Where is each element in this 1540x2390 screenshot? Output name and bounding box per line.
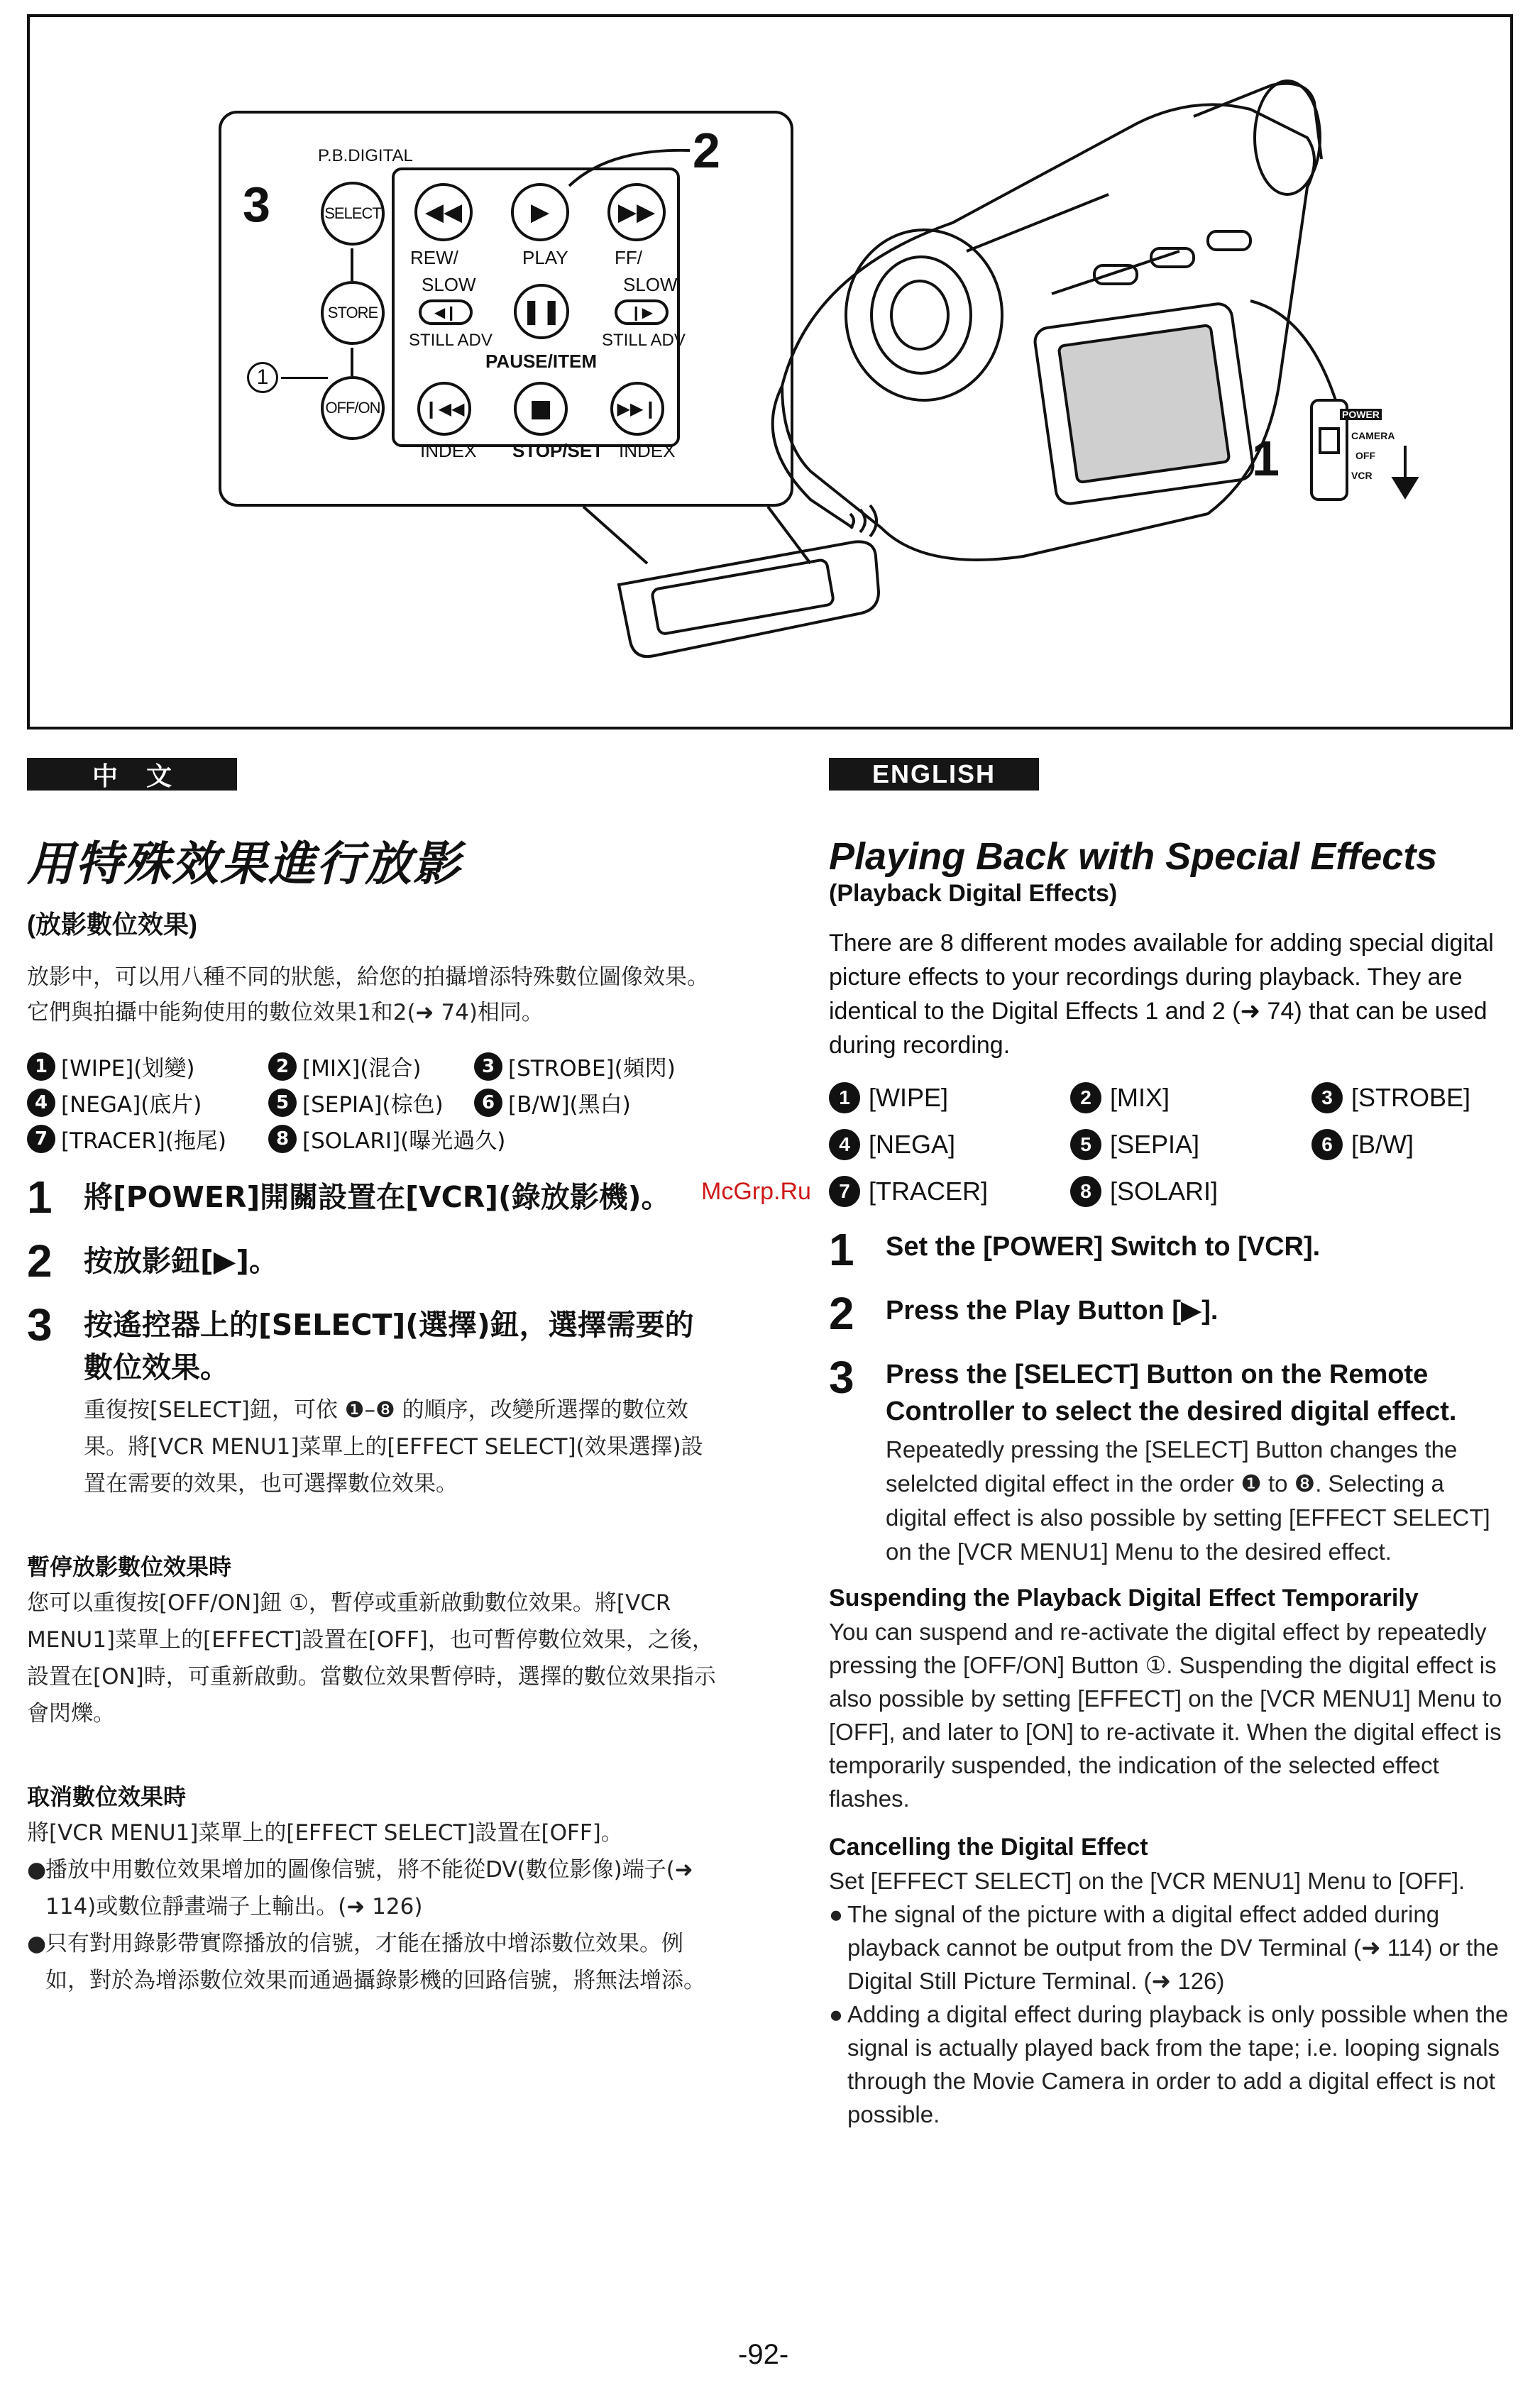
effect-item: 4 [NEGA] [829, 1129, 1070, 1160]
ff-label: FF/ [615, 247, 642, 268]
effect-item: 6 [B/W] [1311, 1129, 1510, 1160]
chinese-column [27, 758, 722, 1999]
callout-1: 1 [1252, 431, 1280, 486]
play-label: PLAY [522, 247, 568, 268]
effect-item: 3 [STROBE](頻閃) [474, 1050, 708, 1082]
effect-item: 1 [WIPE] [829, 1082, 1070, 1113]
subtitle-zh: (放影數位效果) [27, 910, 197, 939]
lang-label-en: ENGLISH [829, 758, 1039, 791]
index-left-label: INDEX [420, 440, 477, 461]
cancel-body-en: Set [EFFECT SELECT] on the [VCR MENU1] Menu to [OFF]. [829, 1868, 1465, 1894]
pause-item-label: PAUSE/ITEM [485, 351, 597, 372]
camera-illustration [30, 17, 1513, 729]
callout-2: 2 [693, 123, 720, 178]
effect-item: 8 [SOLARI] [1070, 1176, 1311, 1207]
effect-item: 5 [SEPIA] [1070, 1129, 1311, 1160]
skip-back-icon: ❙◀◀ [424, 399, 465, 419]
page-title-zh: 用特殊效果進行放影 [27, 837, 461, 891]
suspend-heading-en: Suspending the Playback Digital Effect Temporarily [829, 1585, 1419, 1612]
effect-item: 6 [B/W](黑白) [474, 1086, 708, 1118]
circled-one-callout: 1 [247, 362, 328, 393]
effects-list-zh [27, 1050, 722, 1155]
step-2-en: 2 Press the Play Button [▶]. [829, 1288, 1219, 1339]
power-label: POWER [1340, 409, 1382, 420]
step-2-zh: 2 按放影鈕[▶]。 [27, 1235, 279, 1287]
index-right-label: INDEX [619, 440, 676, 461]
effect-item: 8 [SOLARI](曝光過久) [268, 1123, 474, 1155]
step-back-icon: ◀❙ [434, 304, 458, 321]
stop-set-label: STOP/SET [512, 440, 604, 461]
effect-item: 3 [STROBE] [1311, 1082, 1510, 1113]
still-adv-right-label: STILL ADV [602, 331, 686, 350]
effects-list-en [829, 1082, 1510, 1207]
note-bullet-en: ● The signal of the picture with a digital effect added during playback cannot be output from the DV Terminal (➜ 114) or the Digital Still Picture Terminal. (➜ 126) [829, 1901, 1499, 1994]
step-3-zh: 3 按遙控器上的[SELECT](選擇)鈕，選擇需要的數位效果。 重復按[SELECT]鈕，可依 ❶–❽ 的順序，改變所選擇的數位效果。將[VCR MENU1]菜單上的[EFFECT SELECT](效果選擇)設置在需要的效果，也可選擇數位效果。 [27, 1299, 703, 1497]
illustration-frame [27, 14, 1513, 729]
effect-item: 5 [SEPIA](棕色) [268, 1086, 474, 1118]
suspend-body-zh: 您可以重復按[OFF/ON]鈕 ①，暫停或重新啟動數位效果。將[VCR MENU1]菜單上的[EFFECT]設置在[OFF]，也可暫停數位效果，之後，設置在[ON]時，可重新啟動。當數位效果暫停時，選擇的數位效果指示會閃爍。 [27, 1590, 716, 1727]
page-title-en: Playing Back with Special Effects [829, 835, 1438, 878]
off-label: OFF [1355, 450, 1375, 461]
cancel-heading-en: Cancelling the Digital Effect [829, 1834, 1148, 1861]
effect-item: 7 [TRACER](拖尾) [27, 1123, 268, 1155]
vcr-label: VCR [1351, 470, 1373, 481]
remote-control-icon [619, 541, 879, 656]
store-button[interactable]: STORE [321, 281, 385, 345]
intro-zh: 放影中，可以用八種不同的狀態，給您的拍攝增添特殊數位圖像效果。它們與拍攝中能夠使用的數位效果1和2(➜ 74)相同。 [27, 964, 709, 1025]
camera-label: CAMERA [1351, 430, 1395, 441]
english-column [829, 758, 1510, 2131]
play-icon: ▶ [530, 198, 550, 226]
note-bullet-zh: ● 只有對用錄影帶實際播放的信號，才能在播放中增添數位效果。例如，對於為增添數位效果而通過攝錄影機的回路信號，將無法增添。 [27, 1931, 705, 1993]
step-3-en: 3 Press the [SELECT] Button on the Remote Controller to select the desired digital effect. Repeatedly pressing the [SELECT] Button changes the selelcted digital effect in the order ❶ to ❽. Selecting a digital effect is also possible by setting [EFFECT SELECT] on the [VCR MENU1] Menu to the desired effect. [829, 1352, 1490, 1565]
cancel-heading-zh: 取消數位效果時 [27, 1783, 187, 1810]
select-button[interactable]: SELECT [321, 182, 385, 246]
rew-label: REW/ [410, 247, 458, 268]
slow-right-label: SLOW [623, 274, 678, 295]
intro-en: There are 8 different modes available for adding special digital picture effects to your recordings during playback. They are identical to the Digital Effects 1 and 2 (➜ 74) that can be used during recording. [829, 930, 1494, 1059]
still-adv-left-label: STILL ADV [409, 331, 493, 350]
skip-forward-icon: ▶▶❙ [617, 399, 658, 419]
pause-icon: ❚❚ [521, 297, 562, 326]
effect-item: 2 [MIX](混合) [268, 1050, 474, 1082]
effect-item: 1 [WIPE](划變) [27, 1050, 268, 1082]
slow-left-label: SLOW [422, 274, 476, 295]
note-bullet-zh: ● 播放中用數位效果增加的圖像信號，將不能從DV(數位影像)端子(➜ 114)或數位靜畫端子上輸出。(➜ 126) [27, 1857, 693, 1920]
pb-digital-label: P.B.DIGITAL [318, 146, 413, 165]
effect-item: 4 [NEGA](底片) [27, 1086, 268, 1118]
effect-item: 2 [MIX] [1070, 1082, 1311, 1113]
callout-3: 3 [243, 177, 270, 232]
page-number: -92- [738, 2339, 789, 2370]
subtitle-en: (Playback Digital Effects) [829, 880, 1118, 907]
off-on-button[interactable]: OFF/ON [321, 376, 385, 440]
step-1-zh: 1 將[POWER]開關設置在[VCR](錄放影機)。 [27, 1172, 671, 1223]
step-1-en: 1 Set the [POWER] Switch to [VCR]. [829, 1224, 1321, 1275]
fast-forward-icon: ▶▶ [617, 198, 656, 226]
stop-icon: ■ [529, 395, 553, 423]
step-forward-icon: ❙▶ [629, 304, 654, 321]
watermark: McGrp.Ru [701, 1178, 811, 1205]
camcorder-icon [773, 81, 1321, 560]
cancel-body-zh: 將[VCR MENU1]菜單上的[EFFECT SELECT]設置在[OFF]。 [27, 1820, 623, 1846]
effect-item: 7 [TRACER] [829, 1176, 1070, 1207]
suspend-heading-zh: 暫停放影數位效果時 [27, 1553, 232, 1580]
suspend-body-en: You can suspend and re-activate the digital effect by repeatedly pressing the [OFF/ON] Button ①. Suspending the digital effect is also possible by setting [EFFECT] on the [VCR MENU1] Menu to [OFF], and later to [ON] to re-activate it. When the digital effect is temporarily suspended, the indication of the selected effect flashes. [829, 1619, 1502, 1812]
rewind-icon: ◀◀ [424, 198, 463, 226]
note-bullet-en: ● Adding a digital effect during playback is only possible when the signal is actually played back from the tape; i.e. looping signals through the Movie Camera in order to add a digital effect is not possible. [829, 2001, 1509, 2127]
lang-label-zh: 中文 [27, 758, 237, 791]
